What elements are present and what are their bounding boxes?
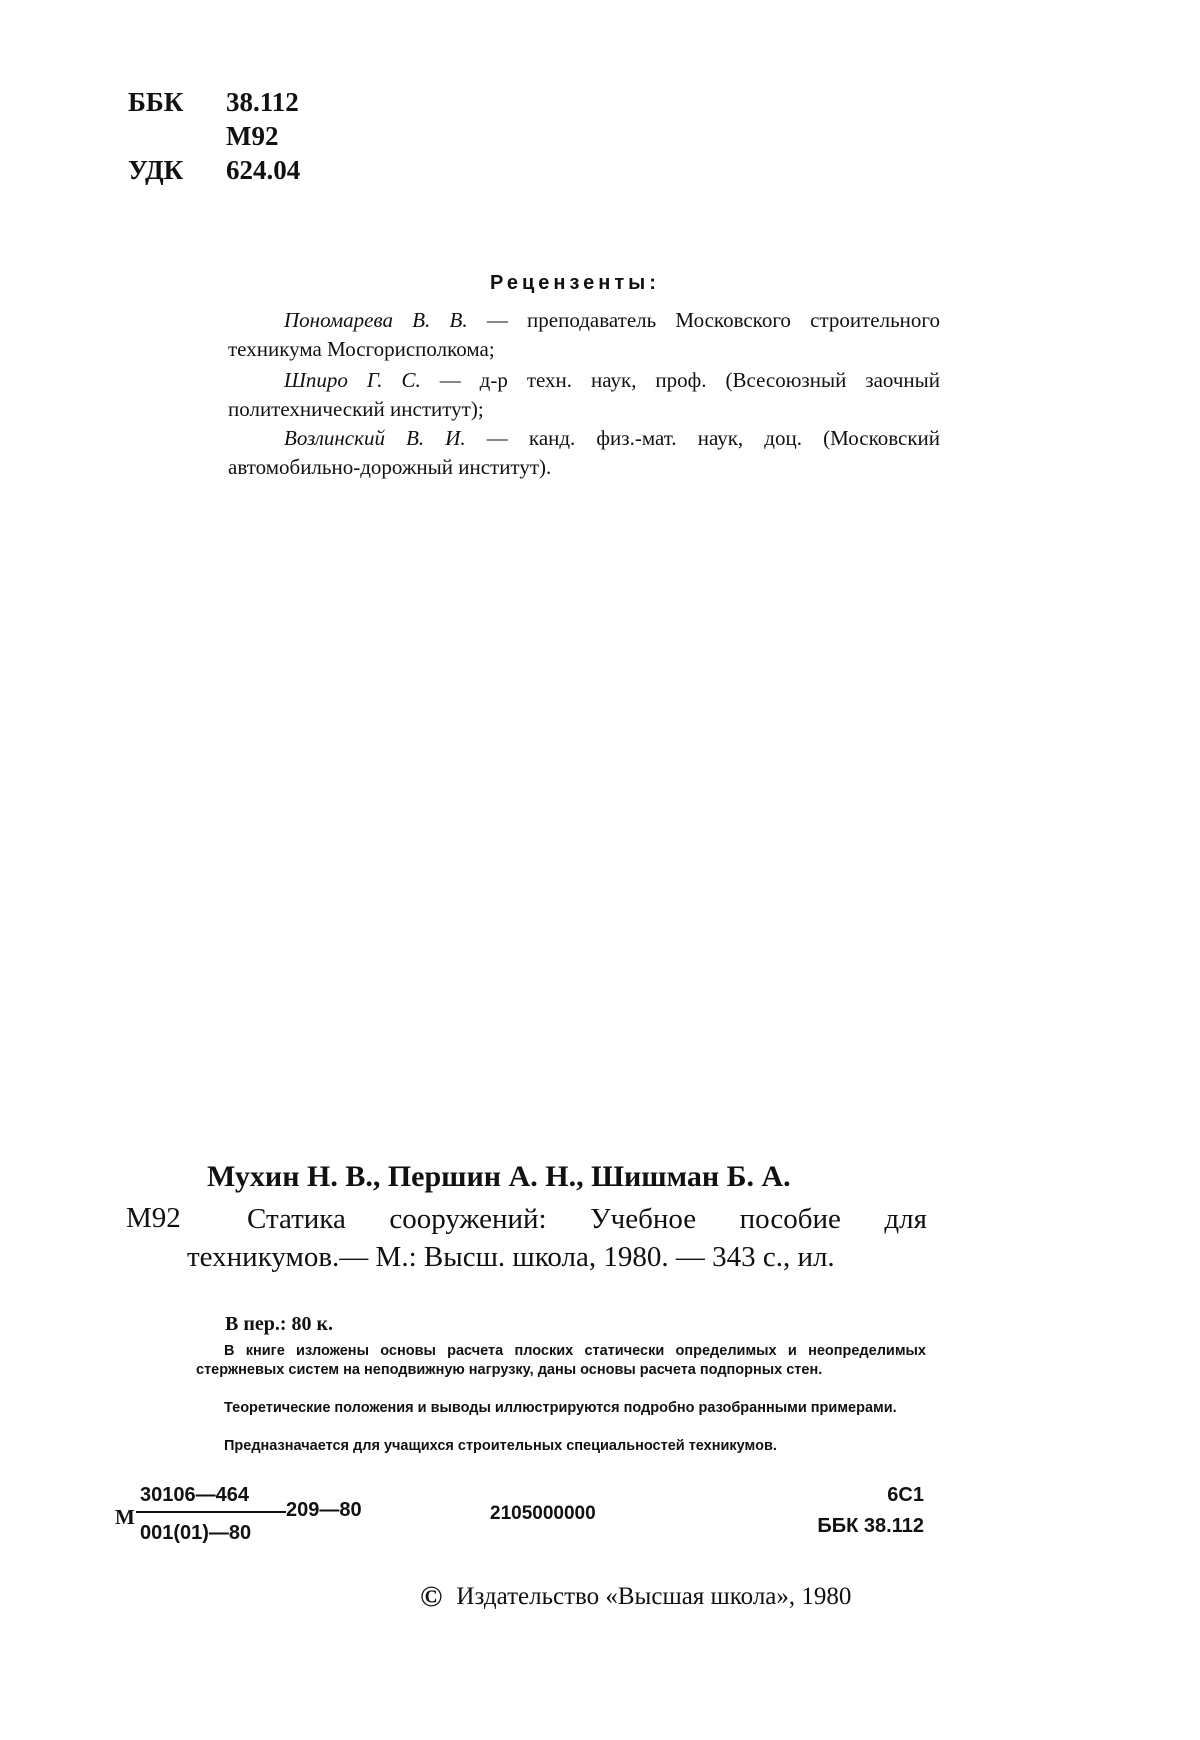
- udk-code-row: [128, 154, 300, 186]
- udk-label: УДК: [128, 155, 184, 185]
- annotation-paragraph: Предназначается для учащихся строительных специальностей техникумов.: [224, 1438, 777, 1454]
- code-numerator: 30106—464: [140, 1484, 249, 1506]
- code-middle: 2105000000: [490, 1503, 596, 1524]
- code-suffix: 209—80: [286, 1499, 362, 1521]
- bbk-code-row: [128, 86, 299, 118]
- reviewer-affiliation: — канд. физ.-мат. наук, доц. (Московский автомобильно-дорожный институт).: [228, 426, 940, 479]
- code-denominator: 001(01)—80: [140, 1522, 252, 1544]
- reviewer-affiliation: — преподаватель Московского строительного техникума Мосгорисполкома;: [228, 308, 941, 361]
- bbk-value: 38.112: [226, 87, 299, 117]
- author-mark-row: [128, 120, 278, 152]
- reviewer-entry: [228, 306, 940, 364]
- fraction-bar: [136, 1511, 286, 1513]
- udk-value: 624.04: [226, 155, 301, 185]
- reviewer-name: Пономарева В. В.: [284, 308, 468, 332]
- book-price: В пер.: 80 к.: [225, 1313, 334, 1335]
- reviewer-name: Возлинский В. И.: [284, 426, 466, 450]
- code-prefix: М: [115, 1505, 135, 1529]
- copyright-line: [420, 1580, 851, 1614]
- reviewer-name: Шпиро Г. С.: [284, 368, 421, 392]
- copyright-text: Издательство «Высшая школа», 1980: [456, 1583, 852, 1610]
- reviewers-heading: Рецензенты:: [490, 272, 660, 294]
- reviewer-entry: [228, 366, 940, 424]
- catalog-author-mark: М92: [126, 1202, 181, 1234]
- annotation-paragraph: Теоретические положения и выводы иллюстрируются подробно разобранными примерами.: [224, 1400, 897, 1416]
- reviewer-entry: [228, 424, 940, 482]
- bbk-label: ББК: [128, 87, 184, 117]
- code-right-bottom: ББК 38.112: [817, 1515, 924, 1537]
- author-mark: М92: [226, 121, 279, 151]
- reviewer-affiliation: — д-р техн. наук, проф. (Всесоюзный заочный политехнический институт);: [228, 368, 940, 421]
- book-description: Статика сооружений: Учебное пособие для техникумов.— М.: Высш. школа, 1980. — 343 с., ил.: [187, 1203, 927, 1273]
- book-authors: Мухин Н. В., Першин А. Н., Шишман Б. А.: [207, 1160, 791, 1193]
- annotation-paragraph: В книге изложены основы расчета плоских статически определимых и неопределимых стержневых систем на неподвижную нагрузку, даны основы расчета подпорных стен.: [196, 1343, 926, 1378]
- code-right-top: 6С1: [887, 1484, 924, 1506]
- copyright-icon: ©: [420, 1580, 443, 1613]
